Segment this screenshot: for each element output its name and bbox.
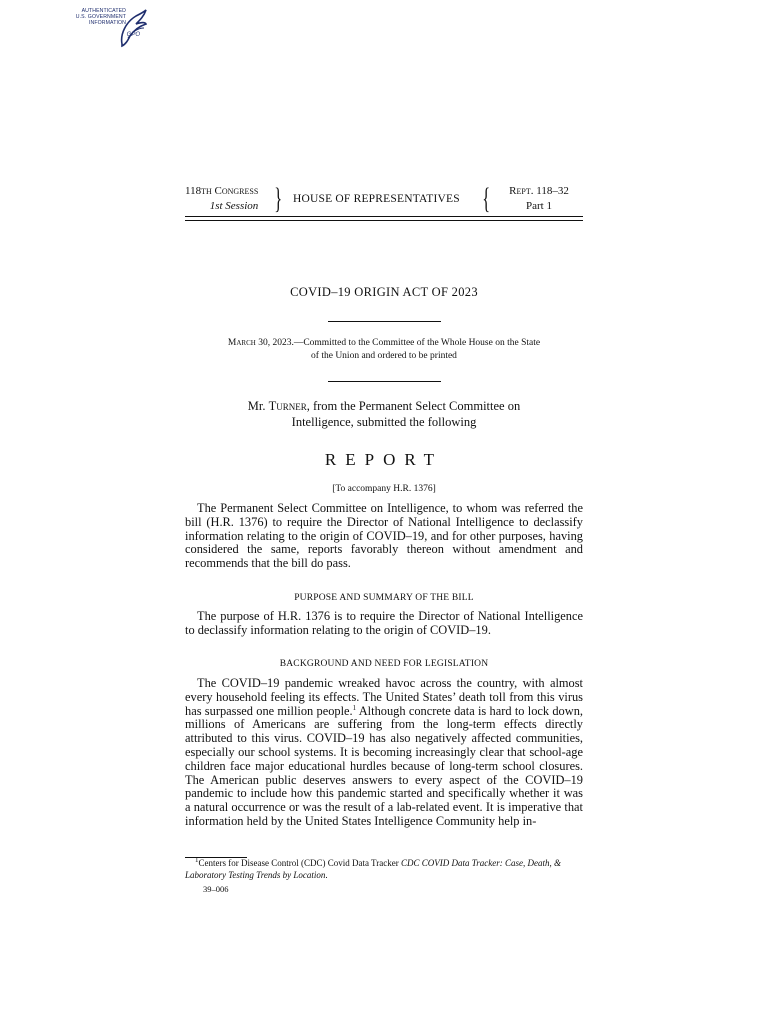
seal-gpo-label: GPO xyxy=(126,32,140,38)
purpose-heading: PURPOSE AND SUMMARY OF THE BILL xyxy=(294,593,474,603)
intro-paragraph: The Permanent Select Committee on Intelligence, to whom was referred the bill (H.R. 1376) to require the Director of National Intelligence to declassify information relating to the origin of COVID–19, and for other purposes, having considered the same, reports favorably thereon without amendment and recommends that the bill do pass. xyxy=(185,501,583,571)
report-number-block xyxy=(495,184,583,214)
report-number: 118–32 xyxy=(533,185,569,197)
committal-date-line xyxy=(190,337,578,363)
footnote-marker: 1 xyxy=(195,856,199,864)
submitted-text-first: , from the Permanent Select Committee on xyxy=(306,399,521,413)
left-brace: } xyxy=(274,182,283,215)
bill-title: COVID–19 ORIGIN ACT OF 2023 xyxy=(290,285,478,299)
seal-text xyxy=(60,8,126,26)
job-number: 39–006 xyxy=(203,884,229,894)
footnote-end: . xyxy=(325,869,328,880)
report-heading: REPORT xyxy=(324,450,444,469)
member-name: Turner xyxy=(268,399,307,413)
seal-line-3: INFORMATION xyxy=(88,20,126,26)
member-prefix: Mr. xyxy=(247,399,269,413)
committal-month: March xyxy=(227,338,256,348)
background-paragraph xyxy=(185,677,583,829)
footnote xyxy=(185,858,583,881)
footnote-reference[interactable]: 1 xyxy=(352,703,357,712)
congress-label: th Congress xyxy=(201,185,259,197)
background-text-after-note: Although concrete data is hard to lock down, millions of Americans are suffering from the long-term effects directly attributed to this virus. COVID–19 has also negatively affected communities, especially our school systems. It is becoming increasingly clear that school-age children face major educational hurdles because of long-term school closures. The American public deserves answers to every aspect of the COVID–19 pandemic to include how this pandemic started and specifically whether it was a natural occurrence or was the result of a lab-related event. It is imperative that information held by the United States Intelligence Community help in- xyxy=(185,703,583,828)
chamber-name: HOUSE OF REPRESENTATIVES xyxy=(293,193,460,205)
background-heading: BACKGROUND AND NEED FOR LEGISLATION xyxy=(279,659,489,669)
report-label: Rept. xyxy=(509,185,534,197)
footnote-text: Centers for Disease Control (CDC) Covid Data Tracker xyxy=(198,858,401,868)
purpose-paragraph: The purpose of H.R. 1376 is to require the Director of National Intelligence to declassify information relating to the origin of COVID–19. xyxy=(185,609,583,637)
eagle-icon xyxy=(118,8,148,48)
congress-number: 118 xyxy=(185,185,202,197)
submitted-text-second: Intelligence, submitted the following xyxy=(291,414,477,429)
committal-text-second: of the Union and ordered to be printed xyxy=(311,351,457,361)
report-masthead xyxy=(185,184,583,218)
submitted-by xyxy=(200,399,568,430)
accompany-note: [To accompany H.R. 1376] xyxy=(332,484,436,494)
masthead-rule xyxy=(185,216,583,221)
seal-line-2: U.S. GOVERNMENT xyxy=(75,14,126,20)
session-label: 1st Session xyxy=(209,200,259,212)
date-rule xyxy=(328,381,441,382)
congress-session-block xyxy=(185,184,277,214)
footnote-source-title: CDC COVID Data Tracker: Case, Death, & Laboratory Testing Trends by Location xyxy=(185,858,561,880)
background-text-before-note: The COVID–19 pandemic wreaked havoc across the country, with almost every household feeling its effects. The United States’ death toll from this virus has surpassed one million people. xyxy=(185,676,583,718)
committal-text-first: 30, 2023.—Committed to the Committee of the Whole House on the State xyxy=(255,338,541,348)
gpo-authentication-seal xyxy=(60,6,148,48)
right-brace: { xyxy=(482,182,491,215)
title-rule xyxy=(328,321,441,322)
report-part: Part 1 xyxy=(526,200,552,212)
seal-line-1: AUTHENTICATED xyxy=(81,8,126,14)
